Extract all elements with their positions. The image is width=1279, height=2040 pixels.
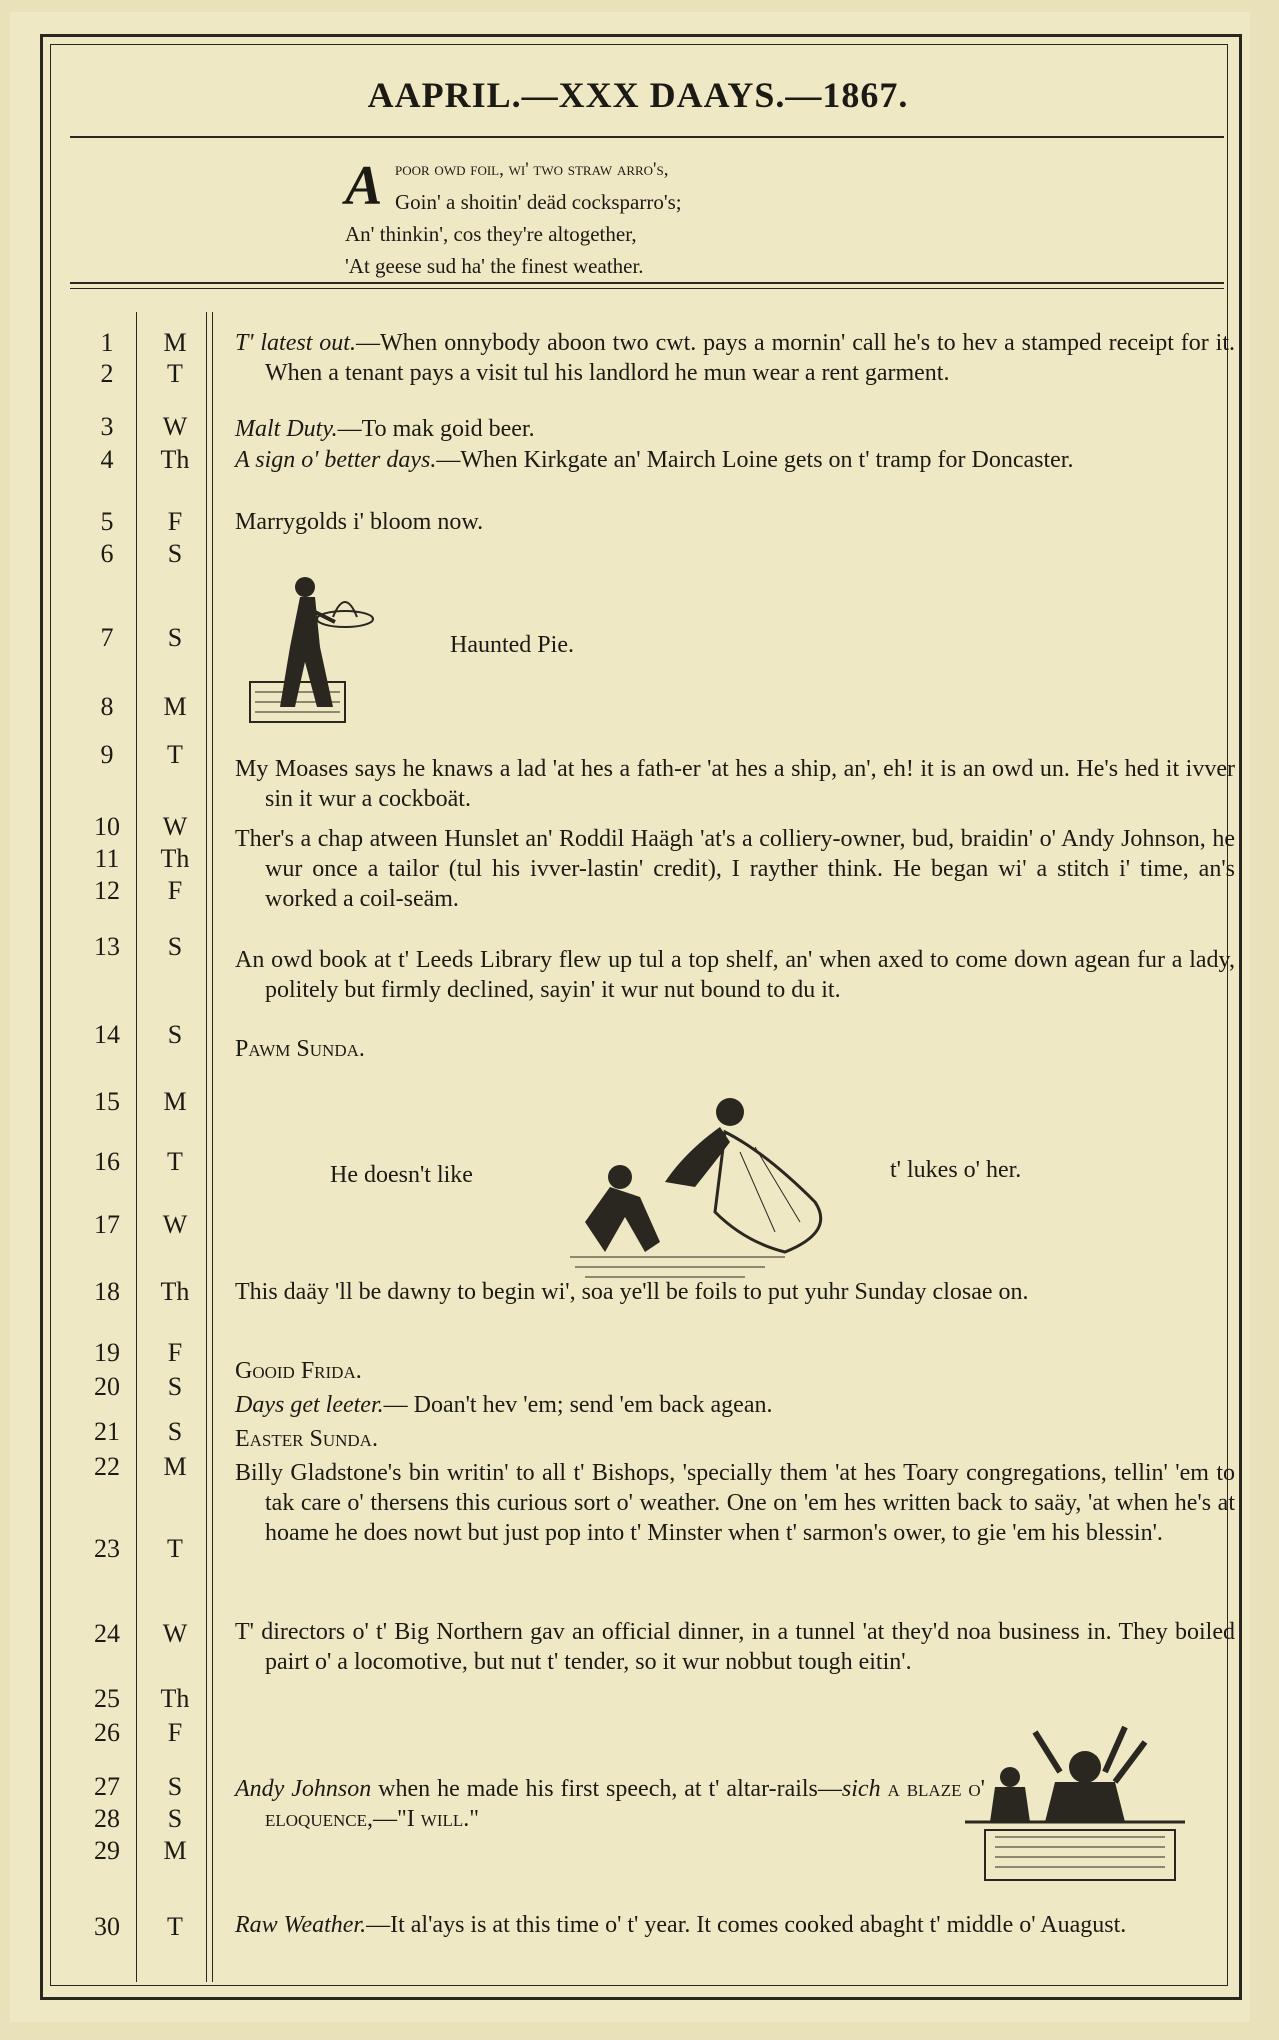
weekday: S [167,539,183,568]
weekday-sunday: S [167,1020,183,1049]
entry-paragraph: A sign o' better days.—When Kirkgate an' Mairch Loine gets on t' tramp for Doncaster. [235,447,1074,473]
weekday: S [167,932,183,961]
weekday: T [167,1147,183,1176]
day-number: 4 [100,445,114,474]
weekday: Th [160,1277,190,1306]
day-number: 7 [100,623,114,652]
day-number: 27 [94,1772,120,1801]
day-number: 12 [94,876,120,905]
day-number: 11 [94,844,120,873]
day-number: 22 [94,1452,120,1481]
weekday: S [167,1772,183,1801]
weekday: Th [160,445,190,474]
almanac-page [10,12,1250,2022]
entry-paragraph: Marrygolds i' bloom now. [235,509,484,535]
weekday: T [167,359,183,388]
page-title: AAPRIL.—XXX DAAYS.—1867. [367,75,909,115]
day-number: 8 [100,692,114,721]
day-number: 23 [94,1534,120,1563]
verse-rule-top [70,282,1224,284]
weekday: T [167,1912,183,1941]
entry-paragraph: This daäy 'll be dawny to begin wi', soa ye'll be foils to put yuhr Sunday closae on. [235,1279,1029,1305]
weekday: F [167,507,183,536]
weekday: W [162,1210,188,1239]
entry-paragraph: An owd book at t' Leeds Library flew up tul a top shelf, an' when axed to come down agean fur a lady, politely but firmly declined, sayin' it wur nut bound to du it. [235,947,1235,1003]
day-number: 9 [100,740,114,769]
day-number: 25 [94,1684,120,1713]
weekday: M [163,692,187,721]
entry-paragraph: Billy Gladstone's bin writin' to all t' Bishops, 'specially them 'at hes Toary congregations, tellin' 'em to tak care o' thersens this curious sort o' weather. One on 'em hes written back to saäy, 'at when he's at hoame he does nowt but just pop into t' Minster when t' sarmon's ower, to gie 'em his blessin'. [235,1460,1235,1546]
verse-dropcap: A [345,155,383,217]
day-number: 16 [94,1147,120,1176]
day-number: 21 [94,1417,120,1446]
entry-paragraph: My Moases says he knaws a lad 'at hes a fath-er 'at hes a ship, an', eh! it is an owd un. He's hed it ivver sin it wur a cockboät. [235,756,1235,812]
verse-rule-bottom [70,288,1224,289]
weekday: Th [160,844,190,873]
day-number: 6 [100,539,114,568]
day-number: 19 [94,1338,120,1367]
verse-line: poor owd foil, wi' two straw arro's, [395,159,669,180]
title-rule [70,136,1224,138]
weekday: Th [160,1684,190,1713]
day-number: 13 [94,932,120,961]
weekday: S [167,1372,183,1401]
entry-paragraph: T' latest out.—When onnybody aboon two cwt. pays a mornin' call he's to hev a stamped receipt for it. When a tenant pays a visit tul his landlord he mun wear a rent garment. [235,330,1236,386]
entry-paragraph: Malt Duty.—To mak goid beer. [235,416,535,442]
illustration-caption: t' lukes o' her. [890,1157,1022,1183]
weekday: W [162,1619,188,1648]
weekday-sunday: S [167,623,183,652]
day-number: 17 [94,1210,120,1239]
entry-paragraph: Gooid Frida. [235,1358,362,1384]
day-number: 28 [94,1804,120,1833]
entry-paragraph: Andy Johnson when he made his first speech, at t' altar-rails—sich a blaze o' eloquence,—"I will." [235,1776,985,1832]
chase-illustration [565,1092,865,1292]
day-number: 15 [94,1087,120,1116]
day-number: 30 [94,1912,120,1941]
weekday-sunday: S [167,1417,183,1446]
weekday: M [163,328,187,357]
weekday: F [167,1338,183,1367]
altar-illustration [965,1712,1195,1892]
entry-paragraph: T' directors o' t' Big Northern gav an official dinner, in a tunnel 'at they'd noa business in. They boiled pairt o' a locomotive, but nut t' tender, so it wur nobbut tough eitin'. [235,1619,1235,1675]
verse-line: Goin' a shoitin' deäd cocksparro's; [395,190,682,214]
column-divider [212,312,213,1982]
weekday: T [167,1534,183,1563]
entry-paragraph: Pawm Sunda. [235,1036,365,1062]
weekday: W [162,412,188,441]
weekday: F [167,876,183,905]
day-number: 29 [94,1836,120,1865]
weekday: M [163,1452,187,1481]
haunted-pie-illustration [245,567,445,727]
day-number: 3 [100,412,114,441]
illustration-caption: He doesn't like [330,1162,473,1188]
verse [345,152,905,282]
entry-paragraph: Easter Sunda. [235,1426,378,1452]
illustration-caption: Haunted Pie. [450,632,574,658]
weekday-sunday: S [167,1804,183,1833]
entry-paragraph: Ther's a chap atween Hunslet an' Roddil Haägh 'at's a colliery-owner, bud, braidin' o' Andy Johnson, he wur once a tailor (tul his ivver-lastin' credit), I rayther think. He began wi' a stitch i' time, an's worked a coil-seäm. [235,826,1235,912]
day-number: 18 [94,1277,120,1306]
verse-line: An' thinkin', cos they're altogether, [345,222,637,246]
day-number: 1 [100,328,114,357]
entry-paragraph: Days get leeter.— Doan't hev 'em; send 'em back agean. [235,1392,773,1418]
day-number: 2 [100,359,114,388]
weekday: M [163,1087,187,1116]
day-number: 26 [94,1718,120,1747]
day-number: 10 [94,812,120,841]
weekday: T [167,740,183,769]
weekday: M [163,1836,187,1865]
day-number: 24 [94,1619,120,1648]
day-number: 20 [94,1372,120,1401]
weekday: W [162,812,188,841]
verse-line: 'At geese sud ha' the finest weather. [345,254,644,278]
weekday: F [167,1718,183,1747]
day-number: 5 [100,507,114,536]
entry-paragraph: Raw Weather.—It al'ays is at this time o' t' year. It comes cooked abaght t' middle o' Auagust. [235,1912,1127,1938]
day-number: 14 [94,1020,120,1049]
